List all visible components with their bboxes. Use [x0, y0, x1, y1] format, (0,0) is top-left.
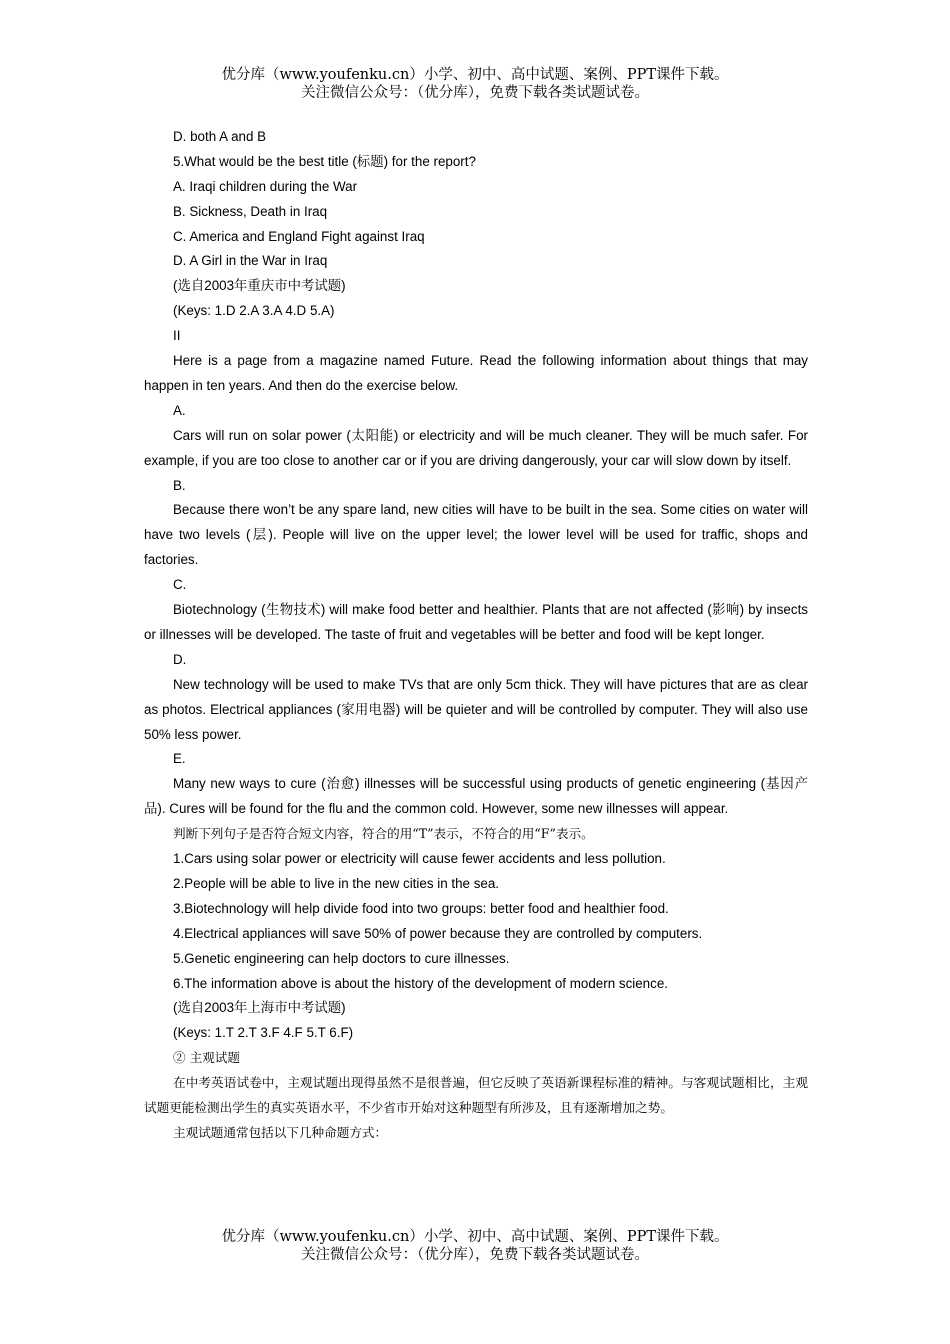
header-line-2: 关注微信公众号：（优分库），免费下载各类试题试卷。: [301, 85, 649, 101]
page-header: [0, 66, 950, 102]
question-5-option-c: C. America and England Fight against Iraq: [173, 228, 425, 244]
passage-a: Cars will run on solar power (太阳能) or electricity and will be much cleaner. They will be much safer. For example, if you are too close to another car or if you are driving dangerously, your car will slow down by itself.: [144, 427, 808, 468]
reading-intro: Here is a page from a magazine named Future. Read the following information about things that may happen in ten years. And then do the exercise below.: [144, 353, 808, 393]
statement-2: 2.People will be able to live in the new cities in the sea.: [173, 875, 500, 891]
passage-label-a: A.: [173, 402, 186, 418]
subjective-closing: 主观试题通常包括以下几种命题方式：: [173, 1124, 388, 1140]
option-d-previous: D. both A and B: [173, 129, 267, 144]
statement-5: 5.Genetic engineering can help doctors to cure illnesses.: [173, 950, 510, 966]
passage-label-e: E.: [173, 751, 186, 767]
answer-keys-1: (Keys: 1.D 2.A 3.A 4.D 5.A): [173, 303, 335, 319]
header-line-1: 优分库（www.youfenku.cn）小学、初中、高中试题、案例、PPT课件下载。: [221, 67, 729, 83]
passage-label-b: B.: [173, 477, 186, 493]
answer-keys-2: (Keys: 1.T 2.T 3.F 4.F 5.T 6.F): [173, 1025, 354, 1041]
footer-line-1: 优分库（www.youfenku.cn）小学、初中、高中试题、案例、PPT课件下载。: [221, 1229, 729, 1245]
document-body: [144, 125, 808, 1146]
subjective-heading: ② 主观试题: [173, 1050, 240, 1066]
source-note-2: (选自2003年上海市中考试题): [173, 1000, 346, 1016]
passage-label-c: C.: [173, 577, 187, 593]
section-numeral: II: [173, 328, 181, 344]
question-5-option-a: A. Iraqi children during the War: [173, 178, 358, 194]
statement-4: 4.Electrical appliances will save 50% of power because they are controlled by computers.: [173, 925, 703, 941]
passage-d: New technology will be used to make TVs that are only 5cm thick. They will have pictures that are as clear as photos. Electrical appliances (家用电器) will be quieter and will be controlled by computer. They will also use 50% less power.: [144, 676, 808, 742]
passage-b: Because there won’t be any spare land, new cities will have to be built in the sea. Some cities on water will have two levels (层). People will live on the upper level; the lower level will be used for traffic, shops and factories.: [144, 502, 808, 568]
question-5-option-d: D. A Girl in the War in Iraq: [173, 253, 328, 269]
statement-1: 1.Cars using solar power or electricity will cause fewer accidents and less pollution.: [173, 851, 666, 867]
passage-label-d: D.: [173, 651, 187, 667]
statement-3: 3.Biotechnology will help divide food into two groups: better food and healthier food.: [173, 900, 669, 916]
passage-c: Biotechnology (生物技术) will make food better and healthier. Plants that are not affected (影响) by insects or illnesses will be developed. The taste of fruit and vegetables will be better and food will be kept longer.: [144, 602, 808, 642]
footer-line-2: 关注微信公众号：（优分库），免费下载各类试题试卷。: [301, 1247, 649, 1263]
source-note-1: (选自2003年重庆市中考试题): [173, 278, 346, 294]
passage-e: Many new ways to cure (治愈) illnesses will be successful using products of genetic engineering (基因产品). Cures will be found for the flu and the common cold. However, some new illnesses will appear.: [144, 776, 808, 817]
question-5-option-b: B. Sickness, Death in Iraq: [173, 203, 328, 219]
page-footer: [0, 1228, 950, 1264]
question-5: 5.What would be the best title (标题) for the report?: [173, 153, 476, 169]
true-false-instruction: 判断下列句子是否符合短文内容，符合的用“T”表示，不符合的用“F”表示。: [173, 826, 594, 842]
statement-6: 6.The information above is about the history of the development of modern science.: [173, 975, 668, 991]
subjective-paragraph: 在中考英语试卷中，主观试题出现得虽然不是很普遍，但它反映了英语新课程标准的精神。与客观试题相比，主观试题更能检测出学生的真实英语水平，不少省市开始对这种题型有所涉及，且有逐渐增加之势。: [144, 1075, 808, 1115]
